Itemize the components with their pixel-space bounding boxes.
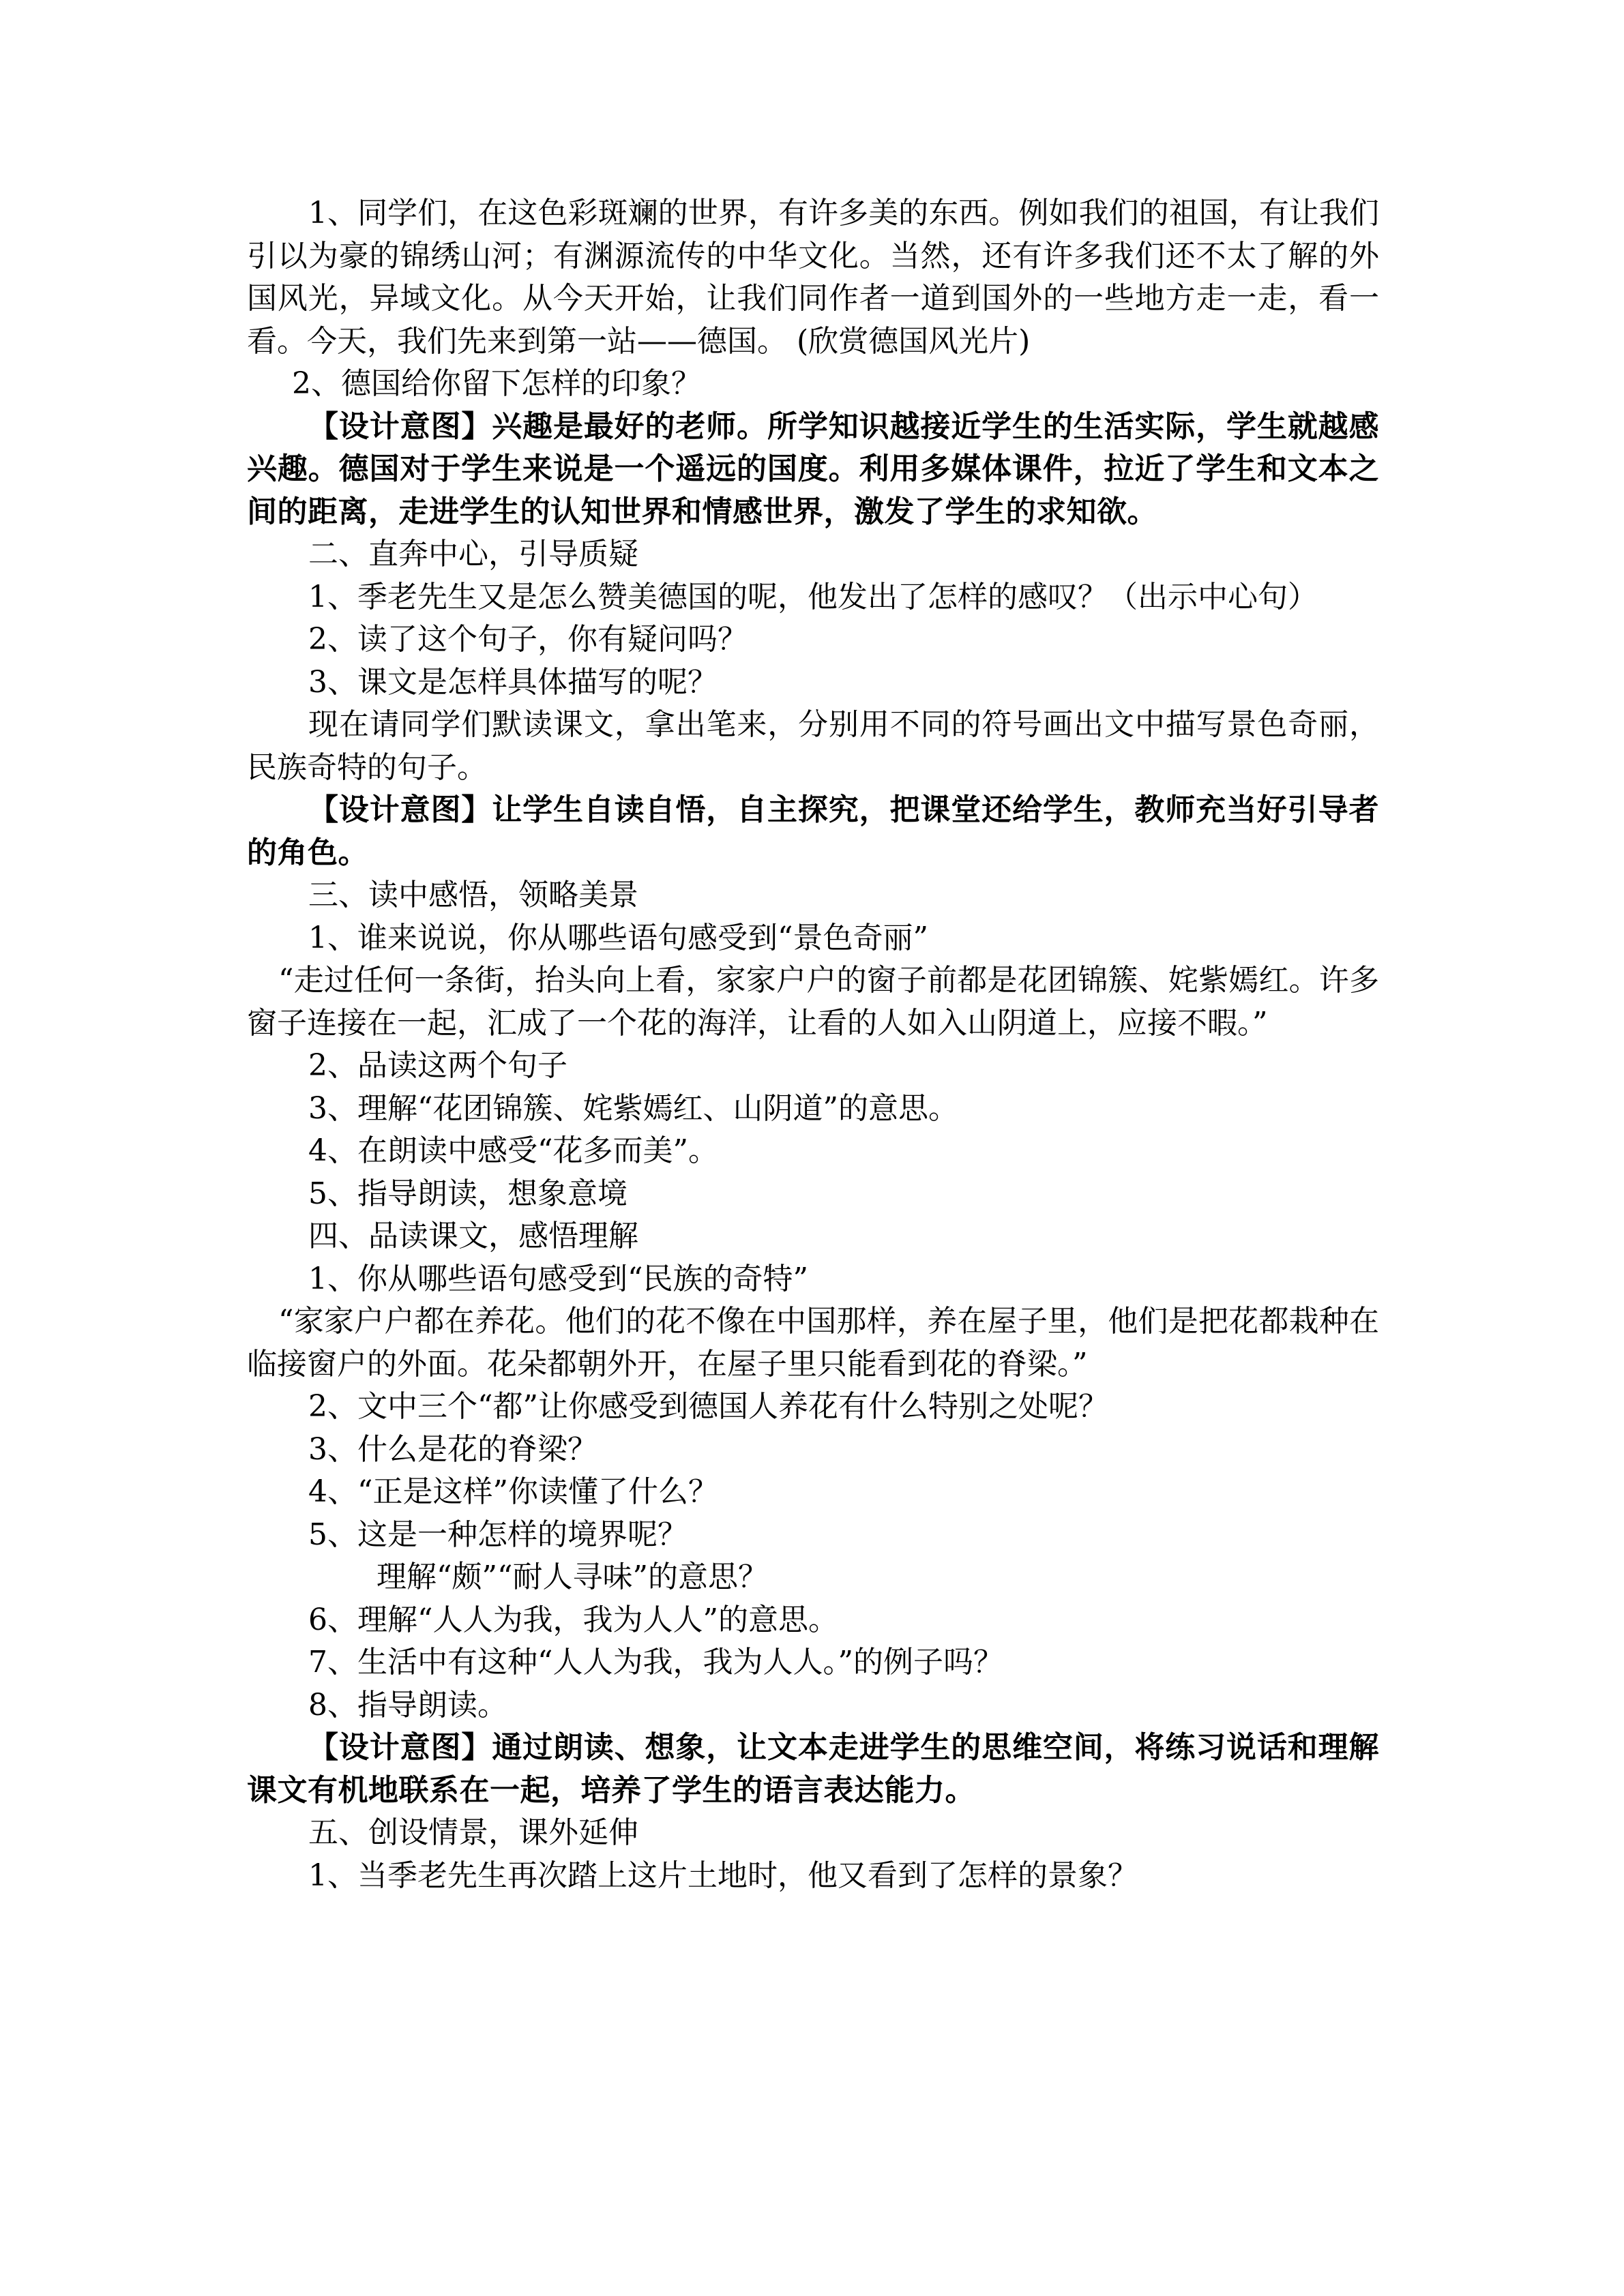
quote-paragraph: “家家户户都在养花。他们的花不像在中国那样，养在屋子里，他们是把花都栽种在临接窗户的外面。花朵都朝外开，在屋子里只能看到花的脊梁。” bbox=[247, 1304, 1379, 1382]
paragraph: 3、理解“花团锦簇、姹紫嫣红、山阴道”的意思。 bbox=[308, 1090, 958, 1126]
paragraph: 5、这是一种怎样的境界呢？ bbox=[308, 1517, 688, 1552]
paragraph: 1、季老先生又是怎么赞美德国的呢，他发出了怎样的感叹？（出示中心句） bbox=[308, 579, 1318, 614]
design-intent-paragraph: 【设计意图】让学生自读自悟，自主探究，把课堂还给学生，教师充当好引导者的角色。 bbox=[247, 792, 1379, 870]
paragraph: 2、德国给你留下怎样的印象？ bbox=[292, 366, 701, 401]
paragraph: 1、你从哪些语句感受到“民族的奇特” bbox=[308, 1261, 808, 1296]
design-intent-paragraph: 【设计意图】兴趣是最好的老师。所学知识越接近学生的生活实际，学生就越感兴趣。德国对于学生来说是一个遥远的国度。利用多媒体课件，拉近了学生和文本之间的距离，走进学生的认知世界和情感世界，激发了学生的求知欲。 bbox=[247, 408, 1379, 529]
paragraph: 6、理解“人人为我，我为人人”的意思。 bbox=[308, 1602, 838, 1637]
paragraph: 3、课文是怎样具体描写的呢？ bbox=[308, 664, 718, 700]
paragraph: 7、生活中有这种“人人为我，我为人人。”的例子吗？ bbox=[308, 1645, 1003, 1680]
design-intent-paragraph: 【设计意图】通过朗读、想象，让文本走进学生的思维空间，将练习说话和理解课文有机地联系在一起，培养了学生的语言表达能力。 bbox=[247, 1730, 1379, 1808]
paragraph: 现在请同学们默读课文，拿出笔来，分别用不同的符号画出文中描写景色奇丽，民族奇特的句子。 bbox=[247, 707, 1379, 785]
paragraph: 4、在朗读中感受“花多而美”。 bbox=[308, 1133, 718, 1168]
paragraph: 1、谁来说说，你从哪些语句感受到“景色奇丽” bbox=[308, 920, 928, 955]
paragraph: 5、指导朗读，想象意境 bbox=[308, 1176, 628, 1211]
paragraph: 1、同学们，在这色彩斑斓的世界，有许多美的东西。例如我们的祖国，有让我们引以为豪的锦绣山河；有渊源流传的中华文化。当然，还有许多我们还不太了解的外国风光，异域文化。从今天开始，让我们同作者一道到国外的一些地方走一走，看一看。今天，我们先来到第一站——德国。 (欣赏德国风光片) bbox=[247, 196, 1379, 359]
paragraph: 4、“正是这样”你读懂了什么？ bbox=[308, 1474, 718, 1509]
paragraph: 2、文中三个“都”让你感受到德国人养花有什么特别之处呢？ bbox=[308, 1389, 1108, 1424]
section-heading: 四、品读课文，感悟理解 bbox=[308, 1219, 638, 1253]
paragraph: 2、品读这两个句子 bbox=[308, 1048, 567, 1083]
paragraph: 1、当季老先生再次踏上这片土地时，他又看到了怎样的景象？ bbox=[308, 1858, 1138, 1893]
paragraph: 2、读了这个句子，你有疑问吗？ bbox=[308, 622, 748, 657]
quote-paragraph: “走过任何一条街，抬头向上看，家家户户的窗子前都是花团锦簇、姹紫嫣红。许多窗子连接在一起，汇成了一个花的海洋，让看的人如入山阴道上，应接不暇。” bbox=[247, 963, 1379, 1041]
paragraph: 理解“颇”“耐人寻味”的意思？ bbox=[377, 1560, 768, 1594]
paragraph: 3、什么是花的脊梁？ bbox=[308, 1431, 597, 1467]
section-heading: 三、读中感悟，领略美景 bbox=[308, 878, 638, 912]
section-heading: 二、直奔中心，引导质疑 bbox=[308, 537, 638, 571]
section-heading: 五、创设情景，课外延伸 bbox=[308, 1815, 638, 1850]
document-page bbox=[247, 192, 1379, 1897]
paragraph: 8、指导朗读。 bbox=[308, 1687, 507, 1723]
